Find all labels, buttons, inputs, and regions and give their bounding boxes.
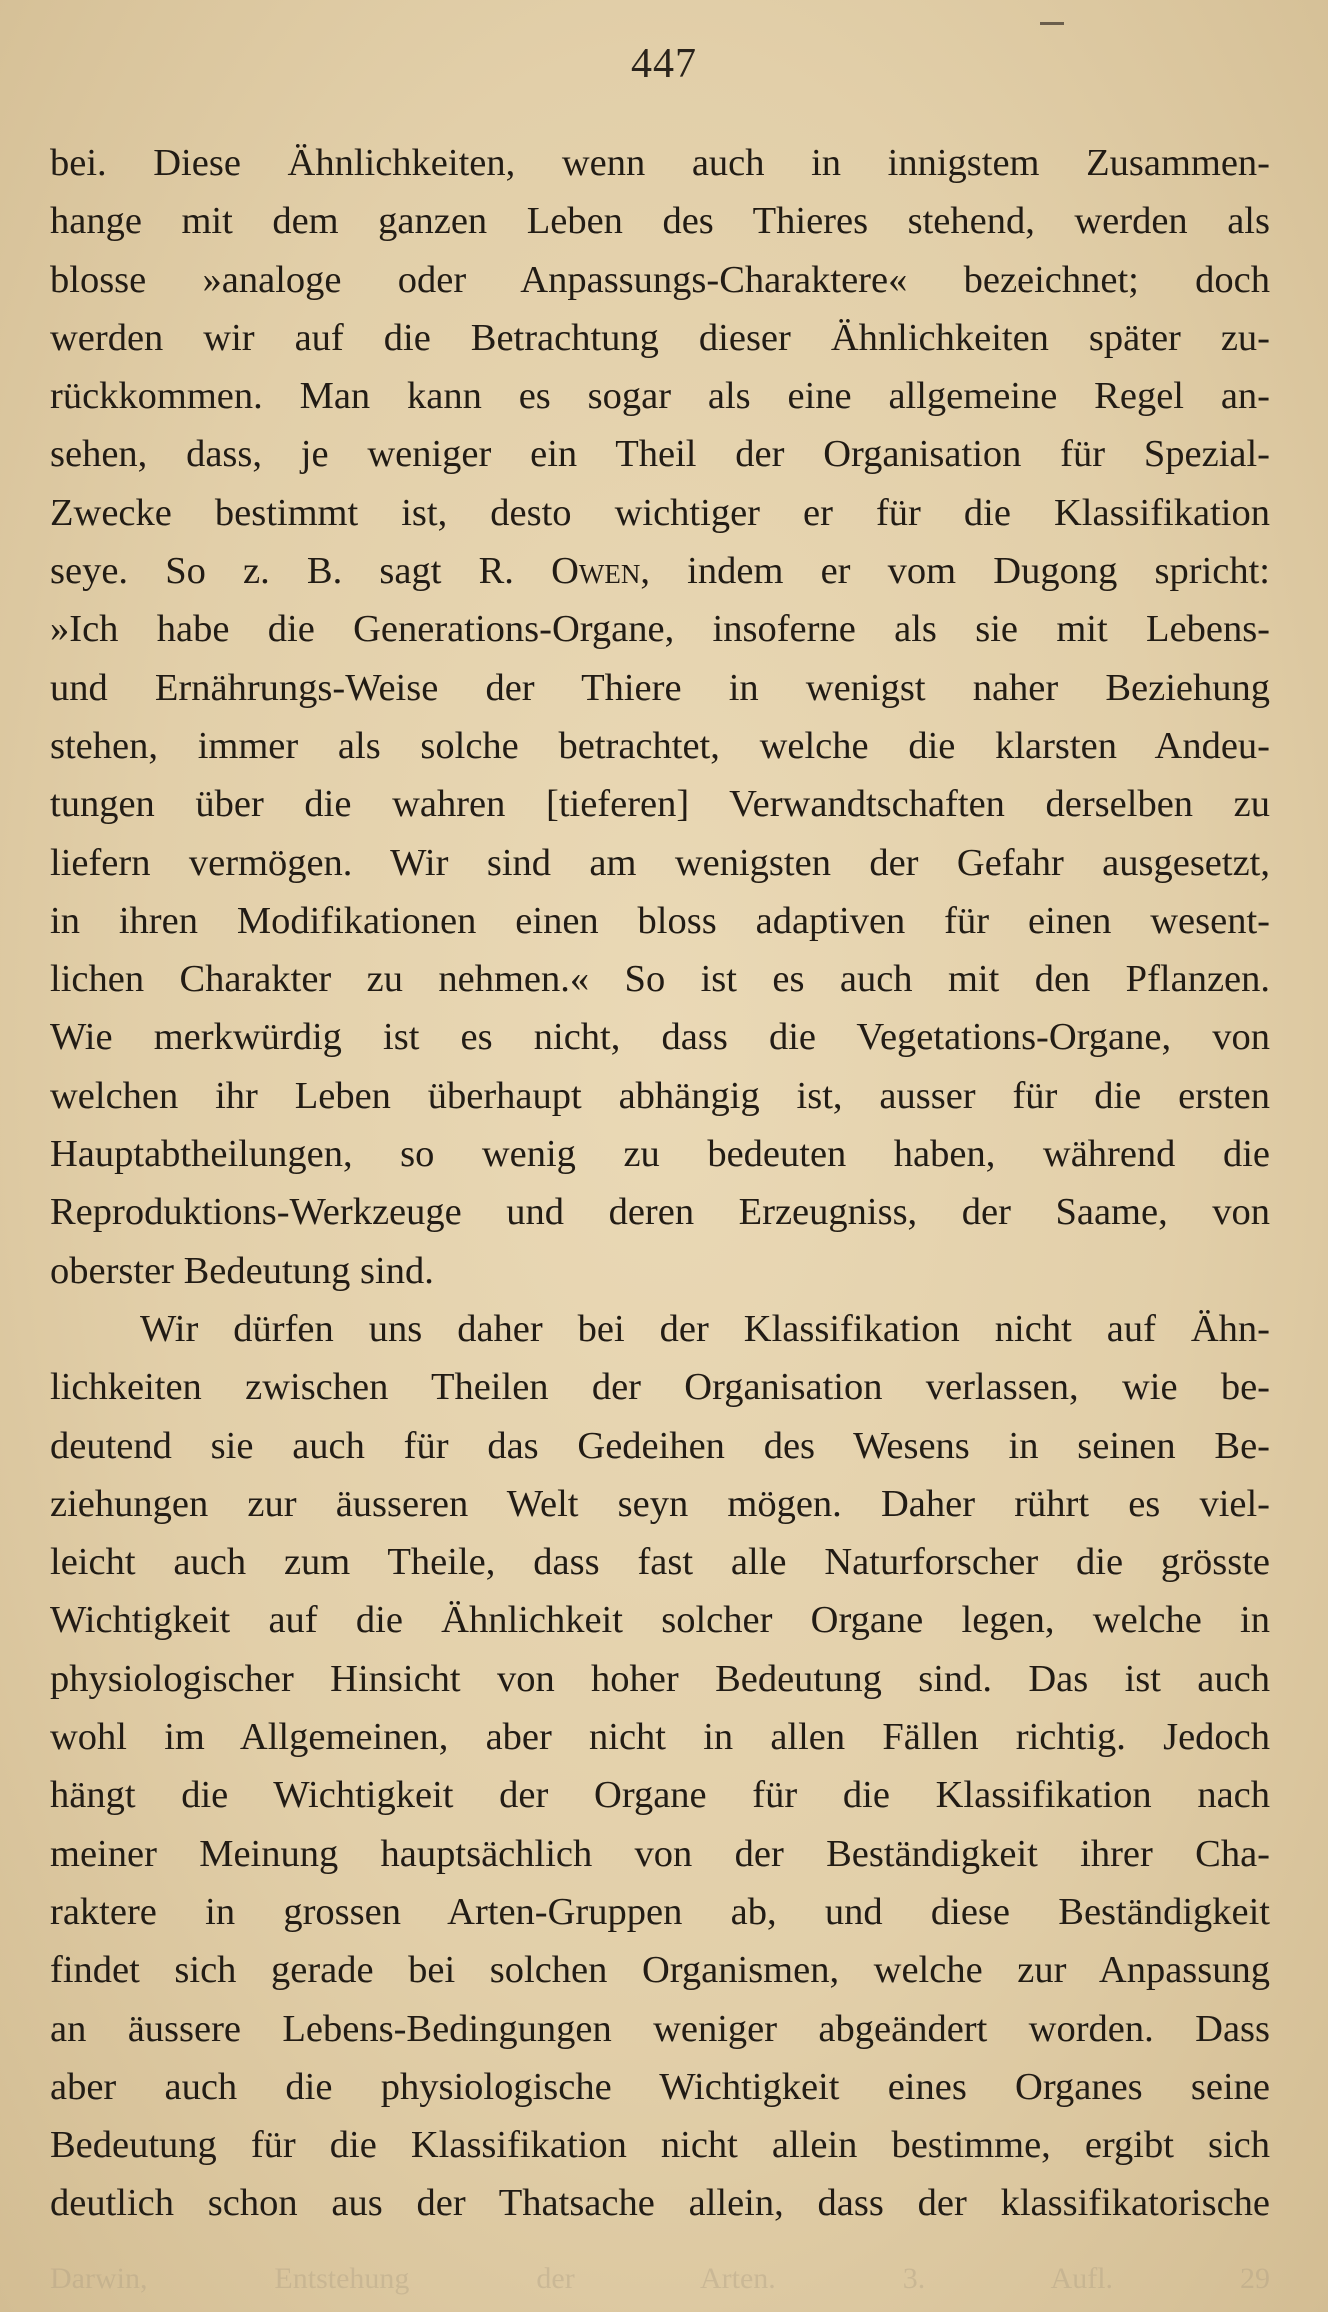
text-line: an äussere Lebens-Bedingungen weniger abgeändert worden. Dass — [50, 2007, 1270, 2050]
text-line: oberster Bedeutung sind. — [50, 1249, 434, 1292]
author-name: Owen — [551, 550, 641, 593]
text-line: in ihren Modifikationen einen bloss adaptiven für einen wesent- — [50, 899, 1270, 942]
text-line: deutend sie auch für das Gedeihen des Wesens in seinen Be- — [50, 1424, 1270, 1467]
text-line-paragraph-start: Wir dürfen uns daher bei der Klassifikation nicht auf Ähn- — [140, 1307, 1270, 1350]
text-line: meiner Meinung hauptsächlich von der Beständigkeit ihrer Cha- — [50, 1832, 1270, 1875]
bleed-through-footer: Darwin, Entstehung der Arten. 3. Aufl. 29 — [50, 2262, 1270, 2295]
text-line: tungen über die wahren [tieferen] Verwandtschaften derselben zu — [50, 783, 1270, 826]
text-segment: , indem er vom Dugong spricht: — [640, 550, 1270, 593]
text-line: welchen ihr Leben überhaupt abhängig ist, ausser für die ersten — [50, 1074, 1270, 1117]
text-line: liefern vermögen. Wir sind am wenigsten der Gefahr ausgesetzt, — [50, 841, 1270, 884]
text-line: ziehungen zur äusseren Welt seyn mögen. Daher rührt es viel- — [50, 1482, 1270, 1525]
text-line: rückkommen. Man kann es sogar als eine allgemeine Regel an- — [50, 375, 1270, 418]
text-line: Reproduktions-Werkzeuge und deren Erzeugniss, der Saame, von — [50, 1191, 1270, 1234]
text-line: blosse »analoge oder Anpassungs-Charaktere« bezeichnet; doch — [50, 258, 1270, 301]
text-line: und Ernährungs-Weise der Thiere in wenigst naher Beziehung — [50, 666, 1270, 709]
text-line: hängt die Wichtigkeit der Organe für die Klassifikation nach — [50, 1774, 1270, 1817]
page-number: 447 — [631, 41, 697, 87]
text-line: Wie merkwürdig ist es nicht, dass die Vegetations-Organe, von — [50, 1016, 1270, 1059]
text-line: lichkeiten zwischen Theilen der Organisation verlassen, wie be- — [50, 1366, 1270, 1409]
text-line: physiologischer Hinsicht von hoher Bedeutung sind. Das ist auch — [50, 1657, 1270, 1700]
text-line: bei. Diese Ähnlichkeiten, wenn auch in innigstem Zusammen- — [50, 142, 1270, 184]
text-line: Hauptabtheilungen, so wenig zu bedeuten haben, während die — [50, 1133, 1270, 1176]
text-line: Bedeutung für die Klassifikation nicht allein bestimme, ergibt sich — [50, 2124, 1270, 2167]
text-line: werden wir auf die Betrachtung dieser Ähnlichkeiten später zu- — [50, 316, 1270, 359]
text-line-owen — [50, 542, 1270, 600]
text-line: stehen, immer als solche betrachtet, welche die klarsten Andeu- — [50, 724, 1270, 767]
text-line: findet sich gerade bei solchen Organismen, welche zur Anpassung — [50, 1949, 1270, 1992]
text-segment: seye. So z. B. sagt R. — [50, 550, 552, 593]
text-line: raktere in grossen Arten-Gruppen ab, und diese Beständigkeit — [50, 1890, 1270, 1933]
ink-mark — [1040, 22, 1064, 25]
text-line: Wichtigkeit auf die Ähnlichkeit solcher Organe legen, welche in — [50, 1599, 1270, 1642]
text-line: leicht auch zum Theile, dass fast alle Naturforscher die grösste — [50, 1541, 1270, 1584]
text-line: wohl im Allgemeinen, aber nicht in allen Fällen richtig. Jedoch — [50, 1716, 1270, 1759]
text-line: deutlich schon aus der Thatsache allein, dass der klassifikatorische — [50, 2182, 1270, 2225]
text-line: hange mit dem ganzen Leben des Thieres stehend, werden als — [50, 200, 1270, 243]
text-line: lichen Charakter zu nehmen.« So ist es auch mit den Pflanzen. — [50, 958, 1270, 1001]
text-line: »Ich habe die Generations-Organe, insoferne als sie mit Lebens- — [50, 608, 1270, 651]
body-text — [50, 134, 1270, 2233]
text-line: sehen, dass, je weniger ein Theil der Organisation für Spezial- — [50, 433, 1270, 476]
text-line: aber auch die physiologische Wichtigkeit eines Organes seine — [50, 2065, 1270, 2108]
text-line: Zwecke bestimmt ist, desto wichtiger er für die Klassifikation — [50, 491, 1270, 534]
